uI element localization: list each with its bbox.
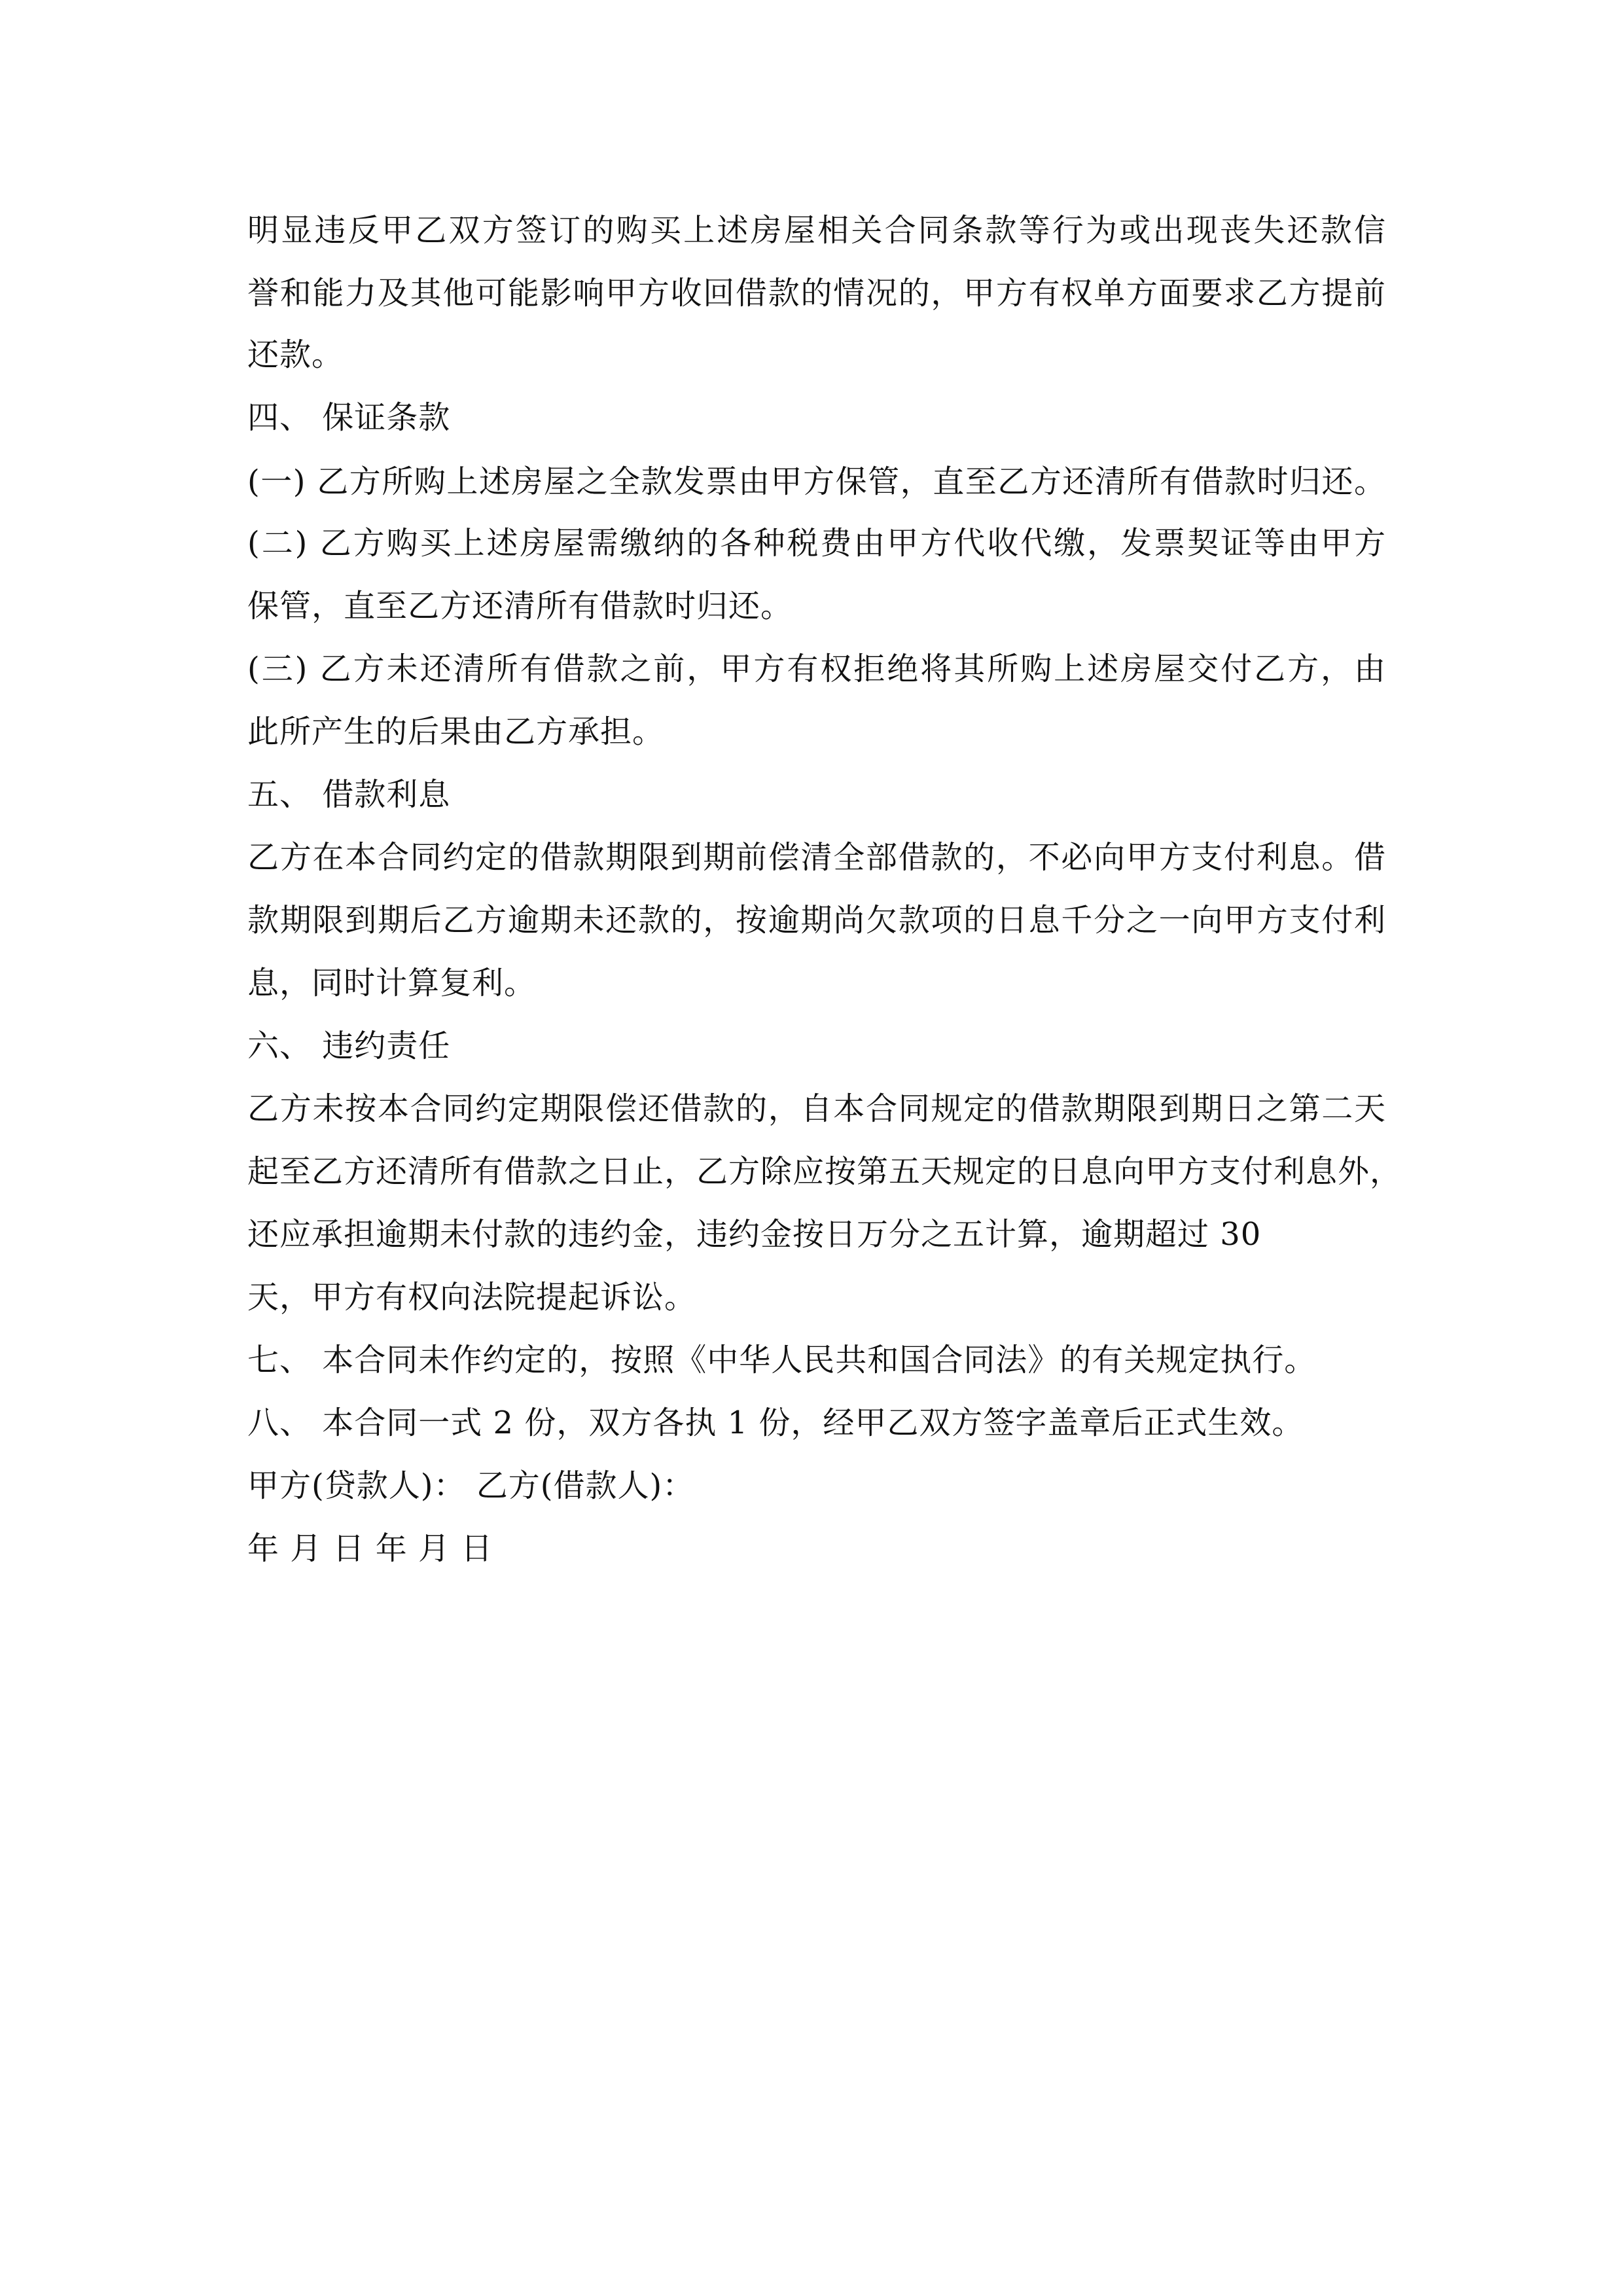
section-heading-4: 四、 保证条款 — [247, 399, 451, 436]
section-5-line-3: 息，同时计算复利。 — [247, 965, 537, 1001]
text-line-3: 还款。 — [247, 336, 344, 373]
section-7: 七、 本合同未作约定的，按照《中华人民共和国合同法》的有关规定执行。 — [247, 1342, 1317, 1378]
text-line-2: 誉和能力及其他可能影响甲方收回借款的情况的，甲方有权单方面要求乙方提前 — [247, 275, 1386, 312]
section-heading-5: 五、 借款利息 — [247, 776, 451, 813]
section-6-line-2: 起至乙方还清所有借款之日止，乙方除应按第五天规定的日息向甲方支付利息外， — [247, 1153, 1402, 1190]
clause-4-2-line-1: (二) 乙方购买上述房屋需缴纳的各种税费由甲方代收代缴，发票契证等由甲方 — [247, 525, 1386, 562]
section-6-line-4: 天，甲方有权向法院提起诉讼。 — [247, 1279, 697, 1316]
section-6-line-3: 还应承担逾期未付款的违约金，违约金按日万分之五计算，逾期超过 30 — [247, 1216, 1262, 1253]
section-6-line-1: 乙方未按本合同约定期限偿还借款的，自本合同规定的借款期限到期日之第二天 — [247, 1090, 1386, 1127]
section-8: 八、 本合同一式 2 份，双方各执 1 份，经甲乙双方签字盖章后正式生效。 — [247, 1405, 1304, 1441]
clause-4-1: (一) 乙方所购上述房屋之全款发票由甲方保管，直至乙方还清所有借款时归还。 — [247, 463, 1386, 500]
party-signature-labels: 甲方(贷款人)： 乙方(借款人)： — [247, 1467, 695, 1504]
signature-date-labels: 年 月 日 年 月 日 — [247, 1530, 493, 1567]
clause-4-3-line-1: (三) 乙方未还清所有借款之前，甲方有权拒绝将其所购上述房屋交付乙方，由 — [247, 651, 1386, 687]
section-5-line-1: 乙方在本合同约定的借款期限到期前偿清全部借款的，不必向甲方支付利息。借 — [247, 839, 1386, 876]
text-line-1: 明显违反甲乙双方签订的购买上述房屋相关合同条款等行为或出现丧失还款信 — [247, 212, 1386, 249]
section-heading-6: 六、 违约责任 — [247, 1028, 451, 1064]
section-5-line-2: 款期限到期后乙方逾期未还款的，按逾期尚欠款项的日息千分之一向甲方支付利 — [247, 902, 1386, 939]
clause-4-3-line-2: 此所产生的后果由乙方承担。 — [247, 713, 665, 750]
clause-4-2-line-2: 保管，直至乙方还清所有借款时归还。 — [247, 588, 793, 624]
